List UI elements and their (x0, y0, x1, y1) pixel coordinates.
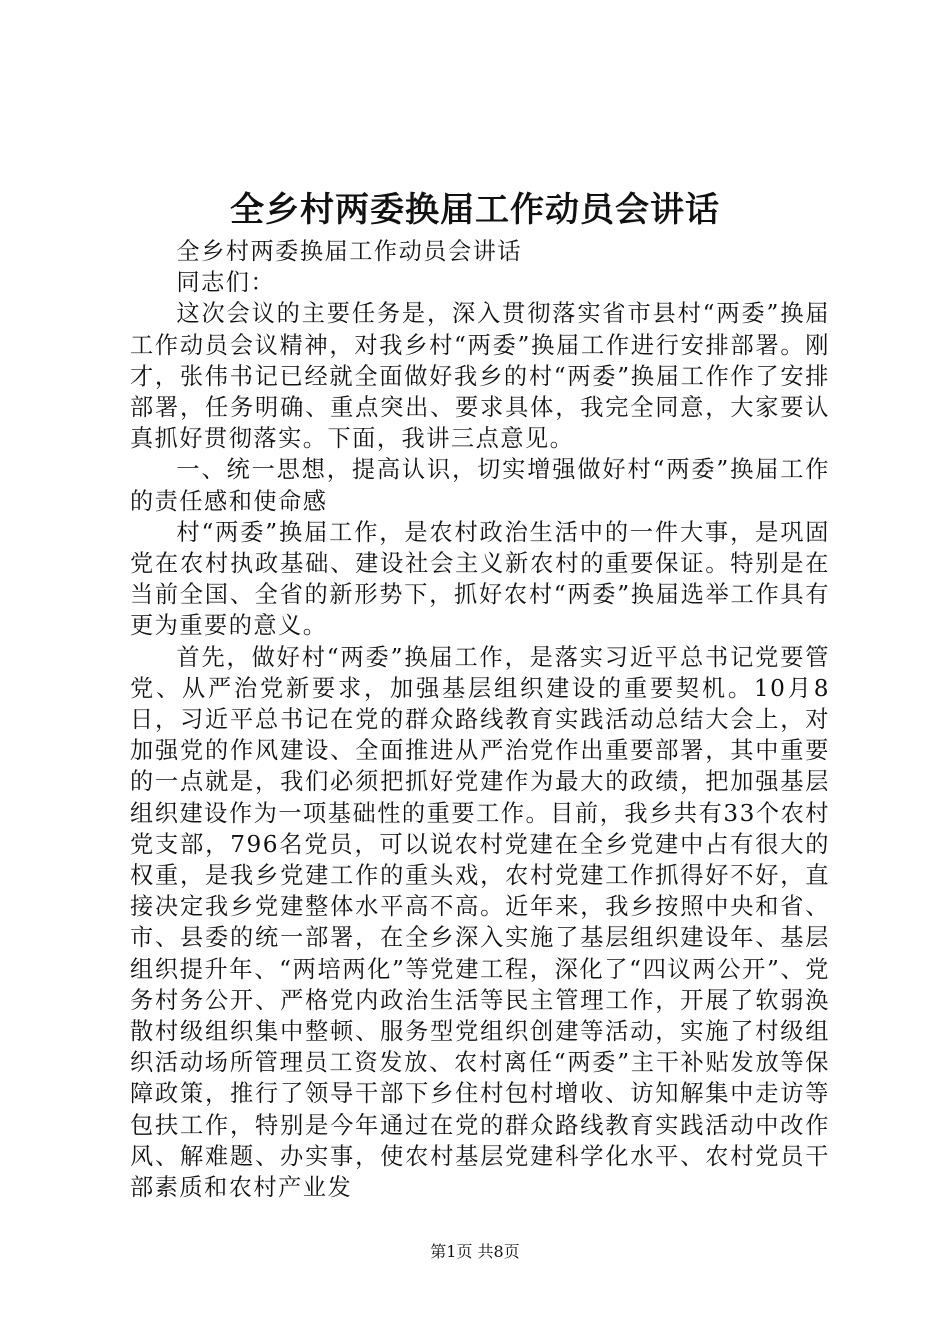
document-title: 全乡村两委换届工作动员会讲话 (230, 190, 720, 230)
salutation-paragraph: 同志们： (176, 269, 276, 297)
subtitle-paragraph: 全乡村两委换届工作动员会讲话 (176, 238, 523, 265)
body-paragraph: 村“两委”换届工作，是农村政治生活中的一件大事，是巩固党在农村执政基础、建设社会主义新农村的重要保证。特别是在当前全国、全省的新形势下，抓好农村“两委”换届选举工作具有更为重要的意义。 (130, 518, 830, 640)
document-body (130, 236, 830, 1203)
body-paragraph: 首先，做好村“两委”换届工作，是落实习近平总书记党要管党、从严治党新要求，加强基层组织建设的重要契机。10月8日，习近平总书记在党的群众路线教育实践活动总结大会上，对加强党的作风建设、全面推进从严治党作出重要部署，其中重要的一点就是，我们必须把抓好党建作为最大的政绩，把加强基层组织建设作为一项基础性的重要工作。目前，我乡共有33个农村党支部，796名党员，可以说农村党建在全乡党建中占有很大的权重，是我乡党建工作的重头戏，农村党建工作抓得好不好，直接决定我乡党建整体水平高不高。近年来，我乡按照中央和省、市、县委的统一部署，在全乡深入实施了基层组织建设年、基层组织提升年、“两培两化”等党建工程，深化了“四议两公开”、党务村务公开、严格党内政治生活等民主管理工作，开展了软弱涣散村级组织集中整顿、服务型党组织创建等活动，实施了村级组织活动场所管理员工资发放、农村离任“两委”主干补贴发放等保障政策，推行了领导干部下乡住村包村增收、访知解集中走访等包扶工作，特别是今年通过在党的群众路线教育实践活动中改作风、解难题、办实事，使农村基层党建科学化水平、农村党员干部素质和农村产业发 (130, 643, 830, 1202)
section-heading: 一、统一思想，提高认识，切实增强做好村“两委”换届工作的责任感和使命感 (130, 456, 830, 515)
page-number-footer: 第1页 共8页 (430, 1242, 520, 1261)
body-paragraph: 这次会议的主要任务是，深入贯彻落实省市县村“两委”换届工作动员会议精神，对我乡村“两委”换届工作进行安排部署。刚才，张伟书记已经就全面做好我乡的村“两委”换届工作作了安排部署，任务明确、重点突出、要求具体，我完全同意，大家要认真抓好贯彻落实。下面，我讲三点意见。 (130, 300, 830, 453)
